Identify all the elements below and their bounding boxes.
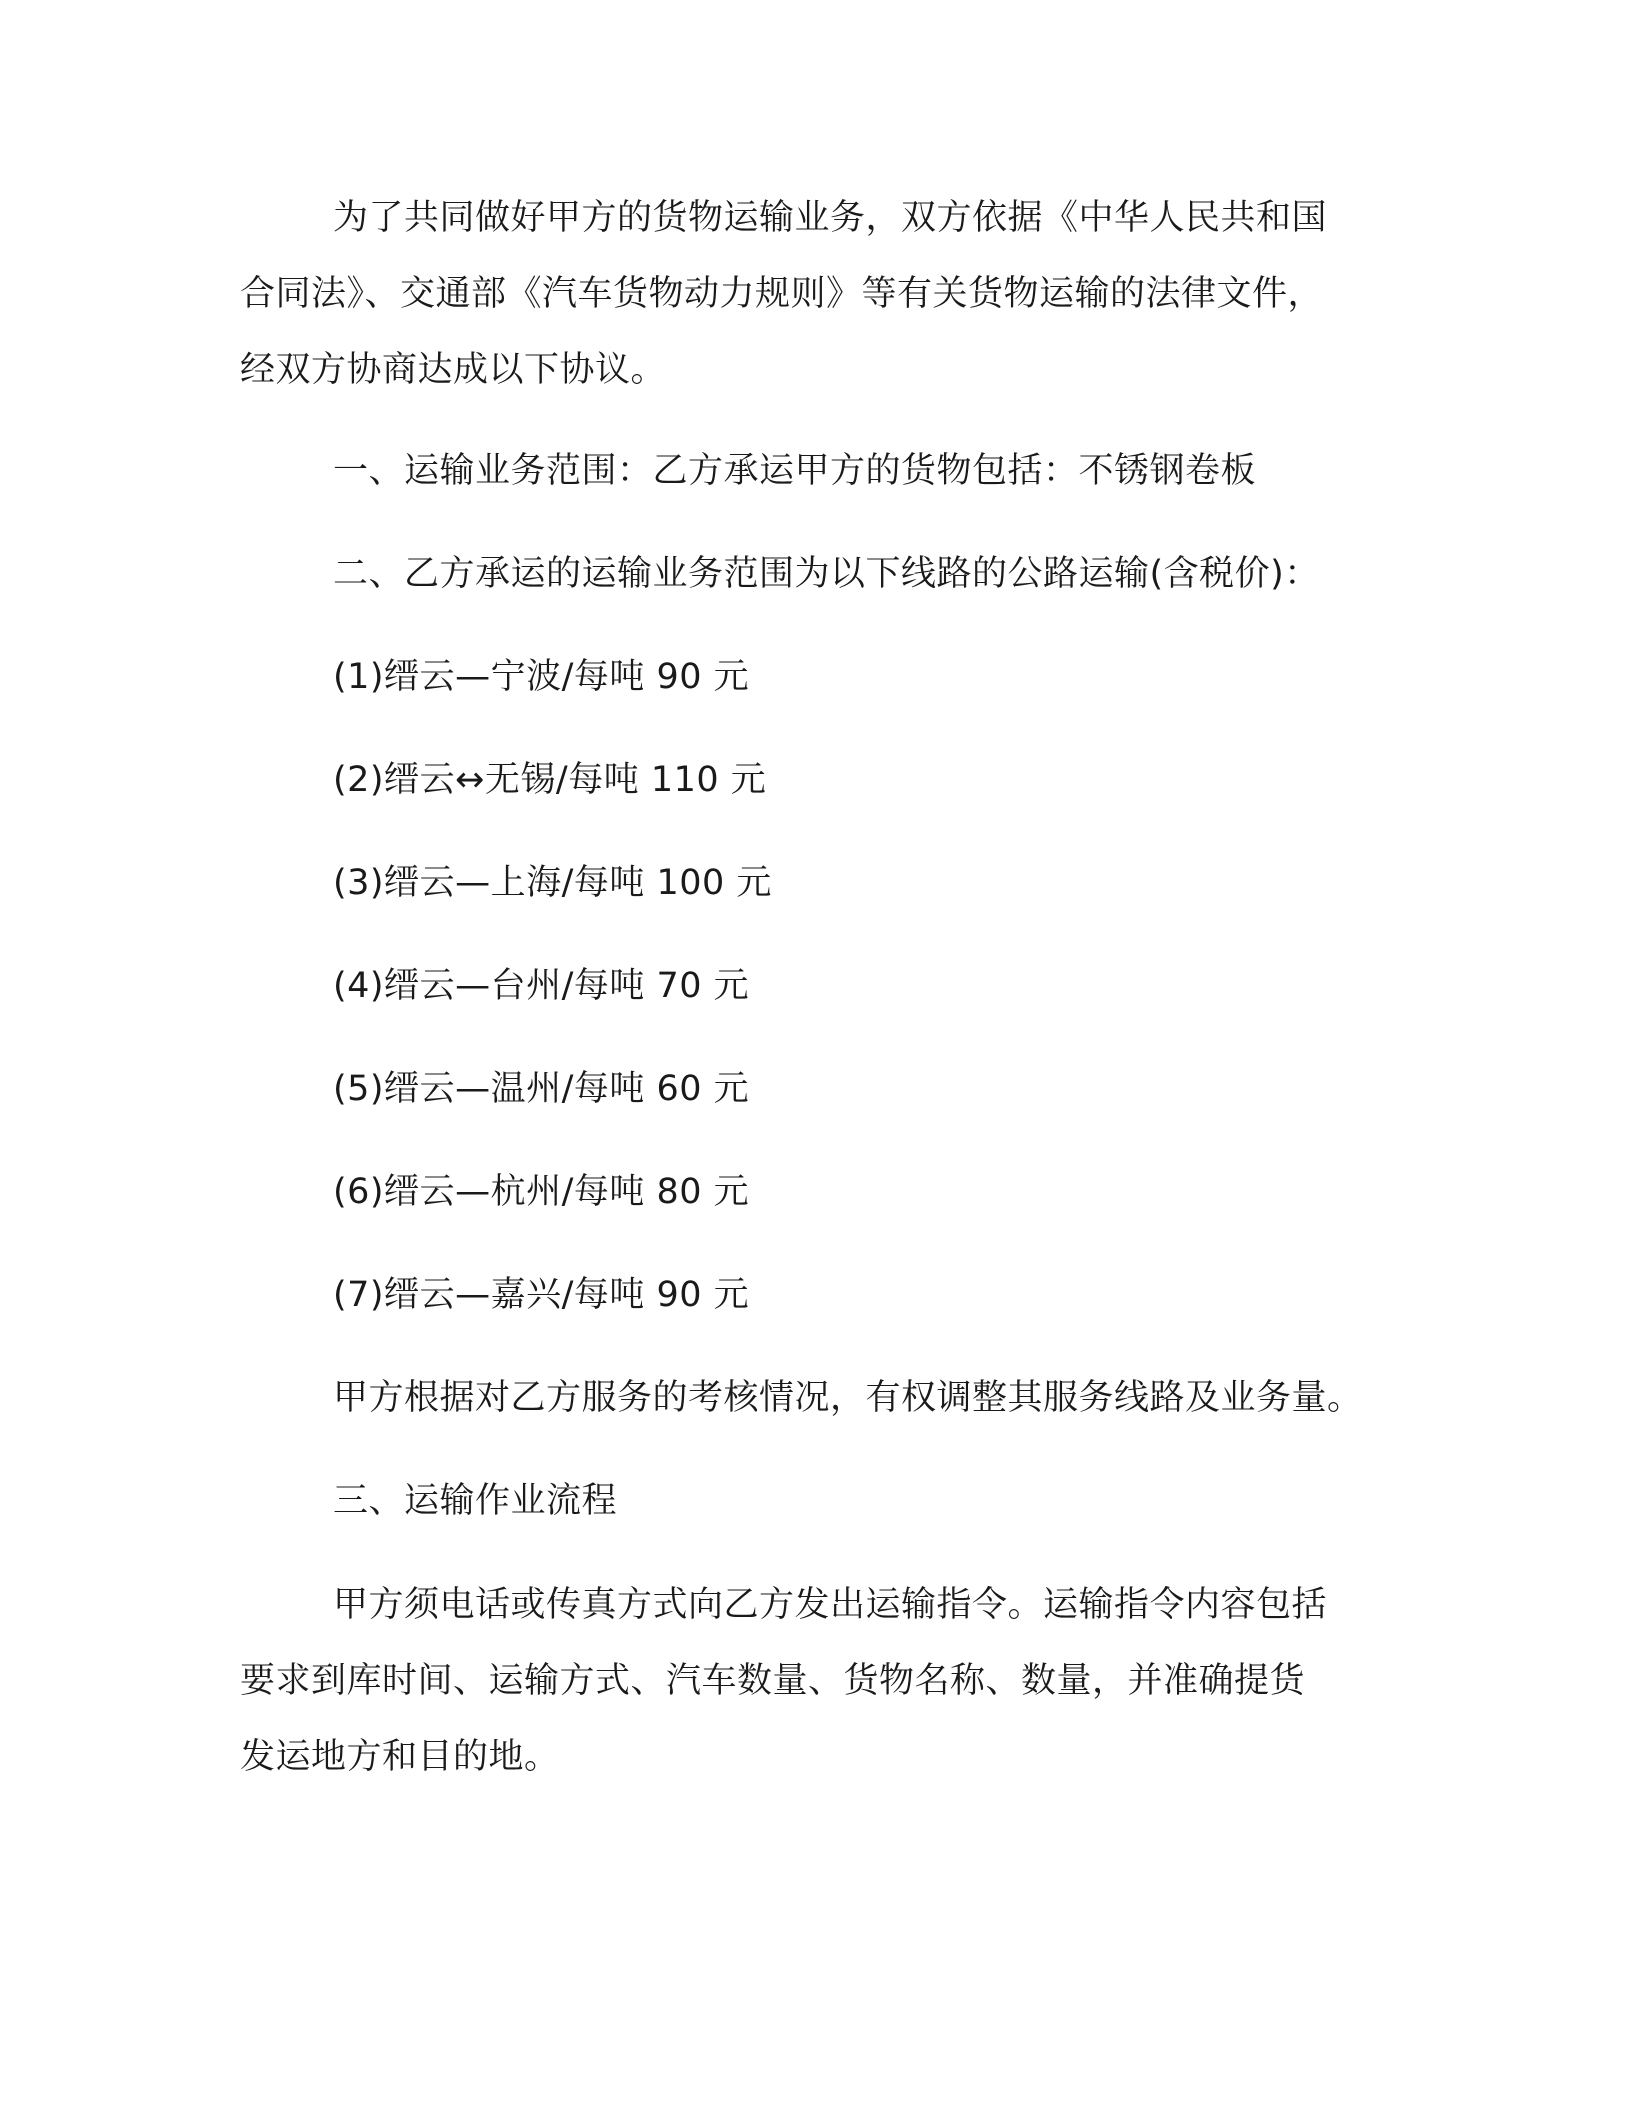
route-item-5: (5)缙云—温州/每吨 60 元 xyxy=(333,1069,750,1109)
route-item-4: (4)缙云—台州/每吨 70 元 xyxy=(333,966,750,1006)
process-line-2: 要求到库时间、运输方式、汽车数量、货物名称、数量，并准确提货 xyxy=(240,1661,1306,1701)
route-item-2: (2)缙云↔无锡/每吨 110 元 xyxy=(333,760,767,800)
process-line-1: 甲方须电话或传真方式向乙方发出运输指令。运输指令内容包括 xyxy=(333,1585,1328,1625)
intro-line-3: 经双方协商达成以下协议。 xyxy=(240,350,667,390)
route-item-7: (7)缙云—嘉兴/每吨 90 元 xyxy=(333,1275,750,1315)
section-3-heading: 三、运输作业流程 xyxy=(333,1481,618,1521)
route-item-6: (6)缙云—杭州/每吨 80 元 xyxy=(333,1172,750,1212)
route-item-1: (1)缙云—宁波/每吨 90 元 xyxy=(333,657,750,697)
adjustment-paragraph: 甲方根据对乙方服务的考核情况，有权调整其服务线路及业务量。 xyxy=(333,1378,1363,1418)
intro-line-1: 为了共同做好甲方的货物运输业务，双方依据《中华人民共和国 xyxy=(333,198,1328,238)
intro-line-2: 合同法》、交通部《汽车货物动力规则》等有关货物运输的法律文件， xyxy=(240,274,1324,314)
route-item-3: (3)缙云—上海/每吨 100 元 xyxy=(333,863,772,903)
section-1-heading: 一、运输业务范围：乙方承运甲方的货物包括：不锈钢卷板 xyxy=(333,451,1257,491)
section-2-heading: 二、乙方承运的运输业务范围为以下线路的公路运输(含税价)： xyxy=(333,554,1320,594)
process-line-3: 发运地方和目的地。 xyxy=(240,1737,560,1777)
